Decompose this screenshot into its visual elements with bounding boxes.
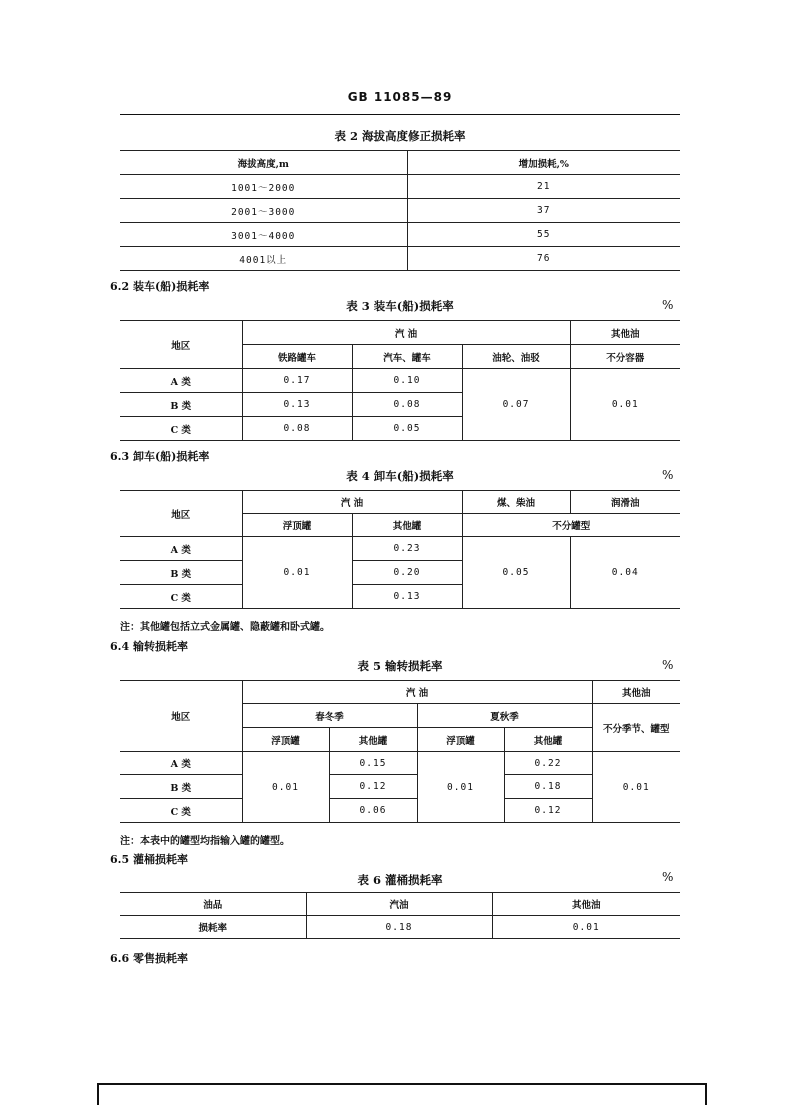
table5-note: 注：本表中的罐型均指输入罐的罐型。: [120, 836, 290, 847]
section-6-4: 6.4 输转损耗率: [110, 640, 188, 653]
table3-truck-tank-header: 汽车、罐车: [352, 345, 462, 369]
table5-gasoline-header: 汽 油: [242, 681, 592, 704]
header-rule: [120, 114, 680, 115]
table2-cell: 21: [407, 175, 680, 199]
table6-row-label: 损耗率: [120, 916, 306, 939]
section-6-6: 6.6 零售损耗率: [110, 952, 188, 965]
table3-tanker-header: 油轮、油驳: [462, 345, 570, 369]
table3-cell: 0.17: [242, 369, 352, 393]
table5-float-roof-header: 浮顶罐: [242, 728, 329, 752]
table2-cell: 2001～3000: [120, 199, 407, 223]
table3-cell: 0.05: [352, 417, 462, 441]
table5-row-label: A 类: [120, 752, 242, 775]
table2-cell: 55: [407, 223, 680, 247]
table5-summer-header: 夏秋季: [417, 704, 592, 728]
table5-other-oil-header: 其他油: [592, 681, 680, 704]
table6-unit: %: [662, 870, 674, 884]
table2-cell: 1001～2000: [120, 175, 407, 199]
table3-row-label: B 类: [120, 393, 242, 417]
table5-unit: %: [662, 658, 674, 672]
table4-caption: 表 4 卸车(船)损耗率: [346, 469, 454, 483]
table2-col-added-loss: 增加损耗,%: [407, 151, 680, 175]
table3-cell: 0.07: [462, 369, 570, 441]
table2: [120, 150, 680, 271]
table3-cell: 0.13: [242, 393, 352, 417]
table2-cell: 37: [407, 199, 680, 223]
table5-cell: 0.15: [329, 752, 417, 775]
table5-float-roof-header: 浮顶罐: [417, 728, 504, 752]
standard-header: GB 11085—89: [347, 90, 453, 104]
table3-unit: %: [662, 298, 674, 312]
table5-cell: 0.06: [329, 799, 417, 823]
table5-cell: 0.01: [417, 752, 504, 823]
table5-cell: 0.01: [592, 752, 680, 823]
table5-cell: 0.12: [504, 799, 592, 823]
table2-cell: 4001以上: [120, 247, 407, 271]
table4-row-label: B 类: [120, 561, 242, 585]
table4-row-label: A 类: [120, 537, 242, 561]
table4-cell: 0.13: [352, 585, 462, 609]
table5-cell: 0.22: [504, 752, 592, 775]
table2-caption: 表 2 海拔高度修正损耗率: [334, 129, 466, 143]
table4-other-tank-header: 其他罐: [352, 514, 462, 537]
table4-note: 注：其他罐包括立式金属罐、隐蔽罐和卧式罐。: [120, 622, 330, 633]
table5-cell: 0.01: [242, 752, 329, 823]
table3-cell: 0.01: [570, 369, 680, 441]
table3-region-header: 地区: [120, 321, 242, 369]
table4-unit: %: [662, 468, 674, 482]
table3-other-oil-header: 其他油: [570, 321, 680, 345]
table3-caption: 表 3 装车(船)损耗率: [346, 299, 454, 313]
table5-cell: 0.12: [329, 775, 417, 799]
table6-cell: 0.01: [492, 916, 680, 939]
table6-caption: 表 6 灌桶损耗率: [357, 873, 443, 887]
table4-cell: 0.05: [462, 537, 570, 609]
table3-cell: 0.08: [242, 417, 352, 441]
table4-cell: 0.20: [352, 561, 462, 585]
table6: [120, 892, 680, 939]
table5-row-label: B 类: [120, 775, 242, 799]
table5-cell: 0.18: [504, 775, 592, 799]
table3-rail-tank-header: 铁路罐车: [242, 345, 352, 369]
next-page-frame: [97, 1083, 707, 1105]
table3: [120, 320, 680, 441]
table3-gasoline-header: 汽 油: [242, 321, 570, 345]
table3-row-label: C 类: [120, 417, 242, 441]
table6-other-oil-header: 其他油: [492, 893, 680, 916]
table5-caption: 表 5 输转损耗率: [357, 659, 443, 673]
section-6-2: 6.2 装车(船)损耗率: [110, 280, 210, 293]
table3-any-container-header: 不分容器: [570, 345, 680, 369]
table5-row-label: C 类: [120, 799, 242, 823]
table3-cell: 0.08: [352, 393, 462, 417]
table3-cell: 0.10: [352, 369, 462, 393]
table4-row-label: C 类: [120, 585, 242, 609]
table5-any-season-header: 不分季节、罐型: [592, 704, 680, 752]
table4-region-header: 地区: [120, 491, 242, 537]
table6-cell: 0.18: [306, 916, 492, 939]
table6-oil-product-header: 油品: [120, 893, 306, 916]
table4-coal-diesel-header: 煤、柴油: [462, 491, 570, 514]
table4-any-tank-header: 不分罐型: [462, 514, 680, 537]
table4-gasoline-header: 汽 油: [242, 491, 462, 514]
section-6-3: 6.3 卸车(船)损耗率: [110, 450, 210, 463]
table2-cell: 76: [407, 247, 680, 271]
table4: [120, 490, 680, 609]
table5-other-tank-header: 其他罐: [329, 728, 417, 752]
table2-cell: 3001～4000: [120, 223, 407, 247]
table4-float-roof-header: 浮顶罐: [242, 514, 352, 537]
table5-other-tank-header: 其他罐: [504, 728, 592, 752]
table4-cell: 0.01: [242, 537, 352, 609]
table4-lube-header: 润滑油: [570, 491, 680, 514]
table6-gasoline-header: 汽油: [306, 893, 492, 916]
table3-row-label: A 类: [120, 369, 242, 393]
table5-winter-header: 春冬季: [242, 704, 417, 728]
table2-col-altitude: 海拔高度,m: [120, 151, 407, 175]
table4-cell: 0.23: [352, 537, 462, 561]
table4-cell: 0.04: [570, 537, 680, 609]
table5-region-header: 地区: [120, 681, 242, 752]
table5: [120, 680, 680, 823]
section-6-5: 6.5 灌桶损耗率: [110, 853, 188, 866]
